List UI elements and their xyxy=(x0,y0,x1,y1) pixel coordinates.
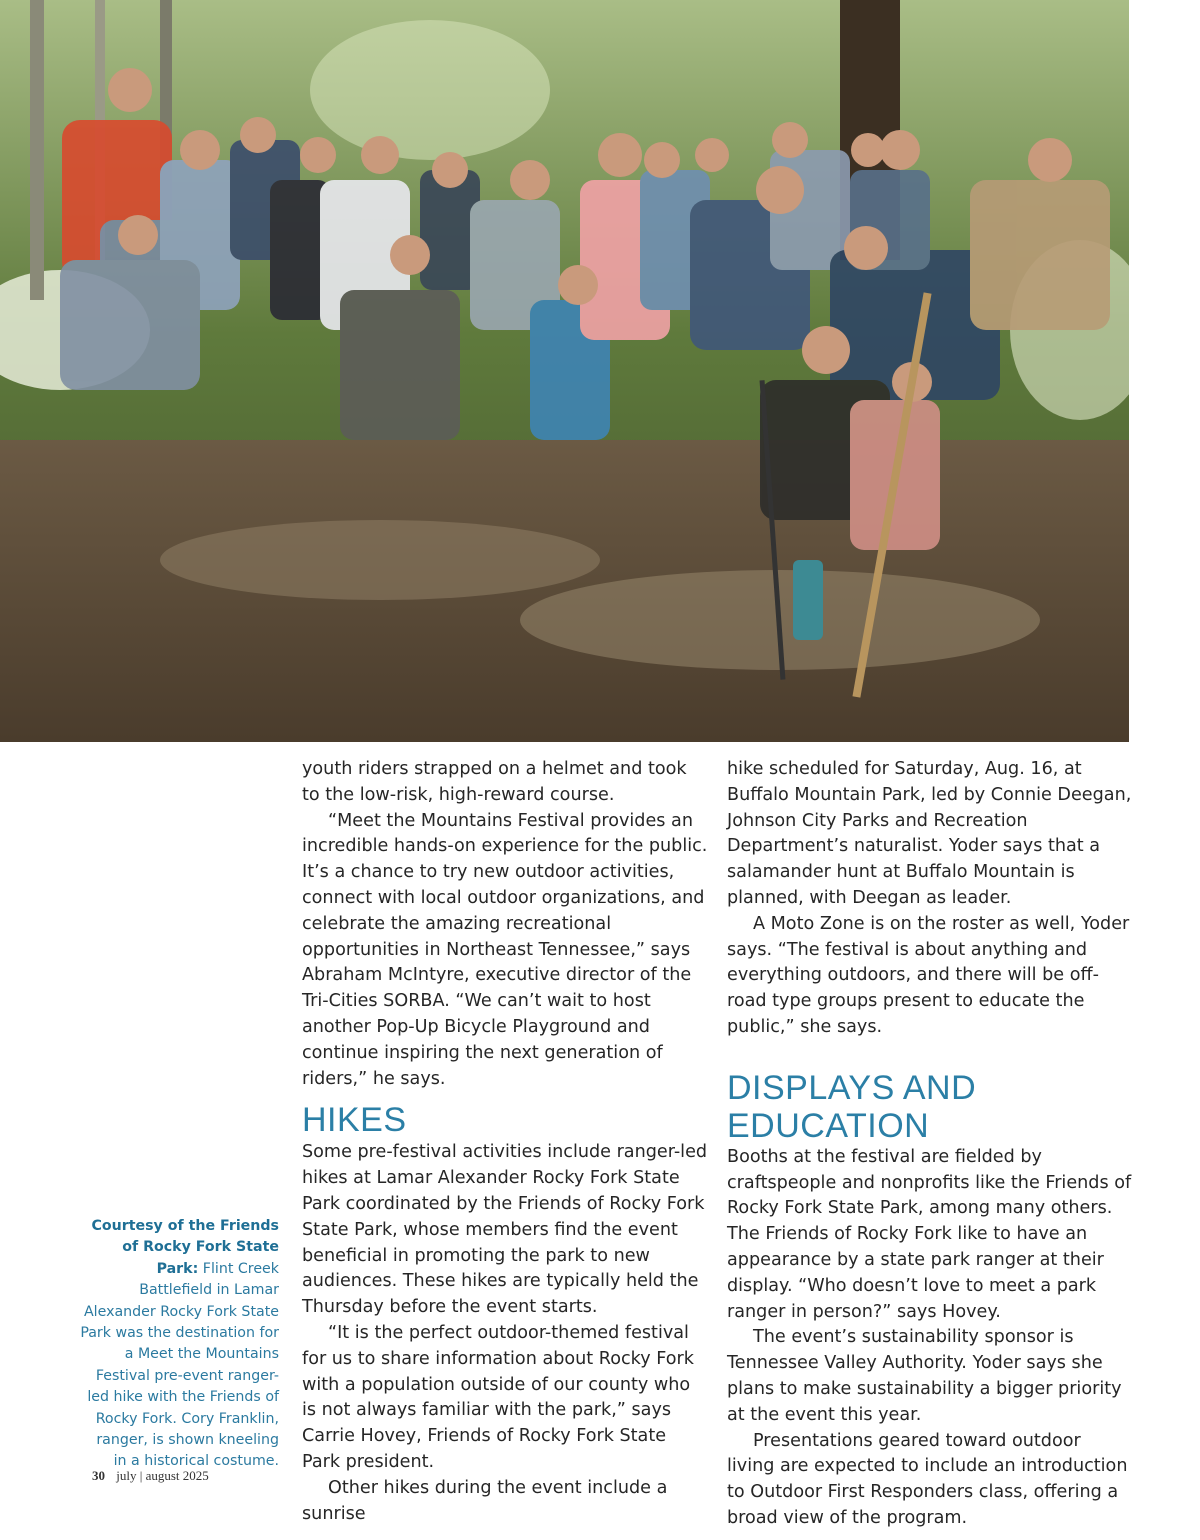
group-hike-photo xyxy=(0,0,1129,742)
paragraph: A Moto Zone is on the roster as well, Yoder says. “The festival is about anything and everything outdoors, and there will be off-road type groups present to educate the public,” she says. xyxy=(727,913,1130,1037)
paragraph: “It is the perfect outdoor-themed festival for us to share information about Rocky Fork with a population outside of our county who is not always familiar with the park,” says Carrie Hovey, Friends of Rocky Fork State Park president. xyxy=(302,1322,694,1472)
page-number: 30 xyxy=(92,1468,105,1483)
paragraph: “Meet the Mountains Festival provides an incredible hands-on experience for the public. It’s a chance to try new outdoor activities, connect with local outdoor organizations, and celebrate the amazing recreational opportunities in Northeast Tennessee,” says Abraham McIntyre, executive director of the Tri-Cities SORBA. “We can’t wait to host another Pop-Up Bicycle Playground and continue inspiring the next generation of riders,” he says. xyxy=(302,810,708,1089)
paragraph: hike scheduled for Saturday, Aug. 16, at Buffalo Mountain Park, led by Connie Deegan, Johnson City Parks and Recreation Department’s naturalist. Yoder says that a salamander hunt at Buffalo Mountain is planned, with Deegan as leader. xyxy=(727,759,1132,908)
photo-caption xyxy=(80,1216,279,1473)
paragraph: The event’s sustainability sponsor is Tennessee Valley Authority. Yoder says she plans to make sustainability a bigger priority at the event this year. xyxy=(727,1327,1122,1425)
paragraph: Other hikes during the event include a sunrise xyxy=(302,1477,668,1524)
section-heading-displays: DISPLAYS AND EDUCATION xyxy=(727,1068,977,1145)
paragraph: youth riders strapped on a helmet and took to the low-risk, high-reward course. xyxy=(302,759,687,805)
paragraph: Booths at the festival are fielded by craftspeople and nonprofits like the Friends of Rocky Fork State Park, among many others. The Friends of Rocky Fork like to have an appearance by a state park ranger at their display. “Who doesn’t love to meet a park ranger in person?” says Hovey. xyxy=(727,1146,1132,1322)
photo-credit: Courtesy of the Friends of Rocky Fork State Park: xyxy=(91,1218,279,1277)
paragraph: Some pre-festival activities include ranger-led hikes at Lamar Alexander Rocky Fork State Park coordinated by the Friends of Rocky Fork State Park, whose members find the event beneficial in promoting the park to new audiences. These hikes are typically held the Thursday before the event starts. xyxy=(302,1142,708,1318)
section-heading-hikes: HIKES xyxy=(302,1101,407,1140)
page-footer xyxy=(92,1468,209,1484)
paragraph: Presentations geared toward outdoor living are expected to include an introduction to Outdoor First Responders class, offering a broad view of the program. xyxy=(727,1430,1128,1528)
photo-illustration xyxy=(0,0,1129,742)
issue-date: july | august 2025 xyxy=(116,1468,209,1483)
caption-text: Flint Creek Battlefield in Lamar Alexander Rocky Fork State Park was the destination for a Meet the Mountains Festival pre-event ranger-led hike with the Friends of Rocky Fork. Cory Franklin, ranger, is shown kneeling in a historical costume. xyxy=(80,1260,279,1470)
article-column-middle xyxy=(302,757,708,1527)
article-column-right xyxy=(727,757,1133,1532)
